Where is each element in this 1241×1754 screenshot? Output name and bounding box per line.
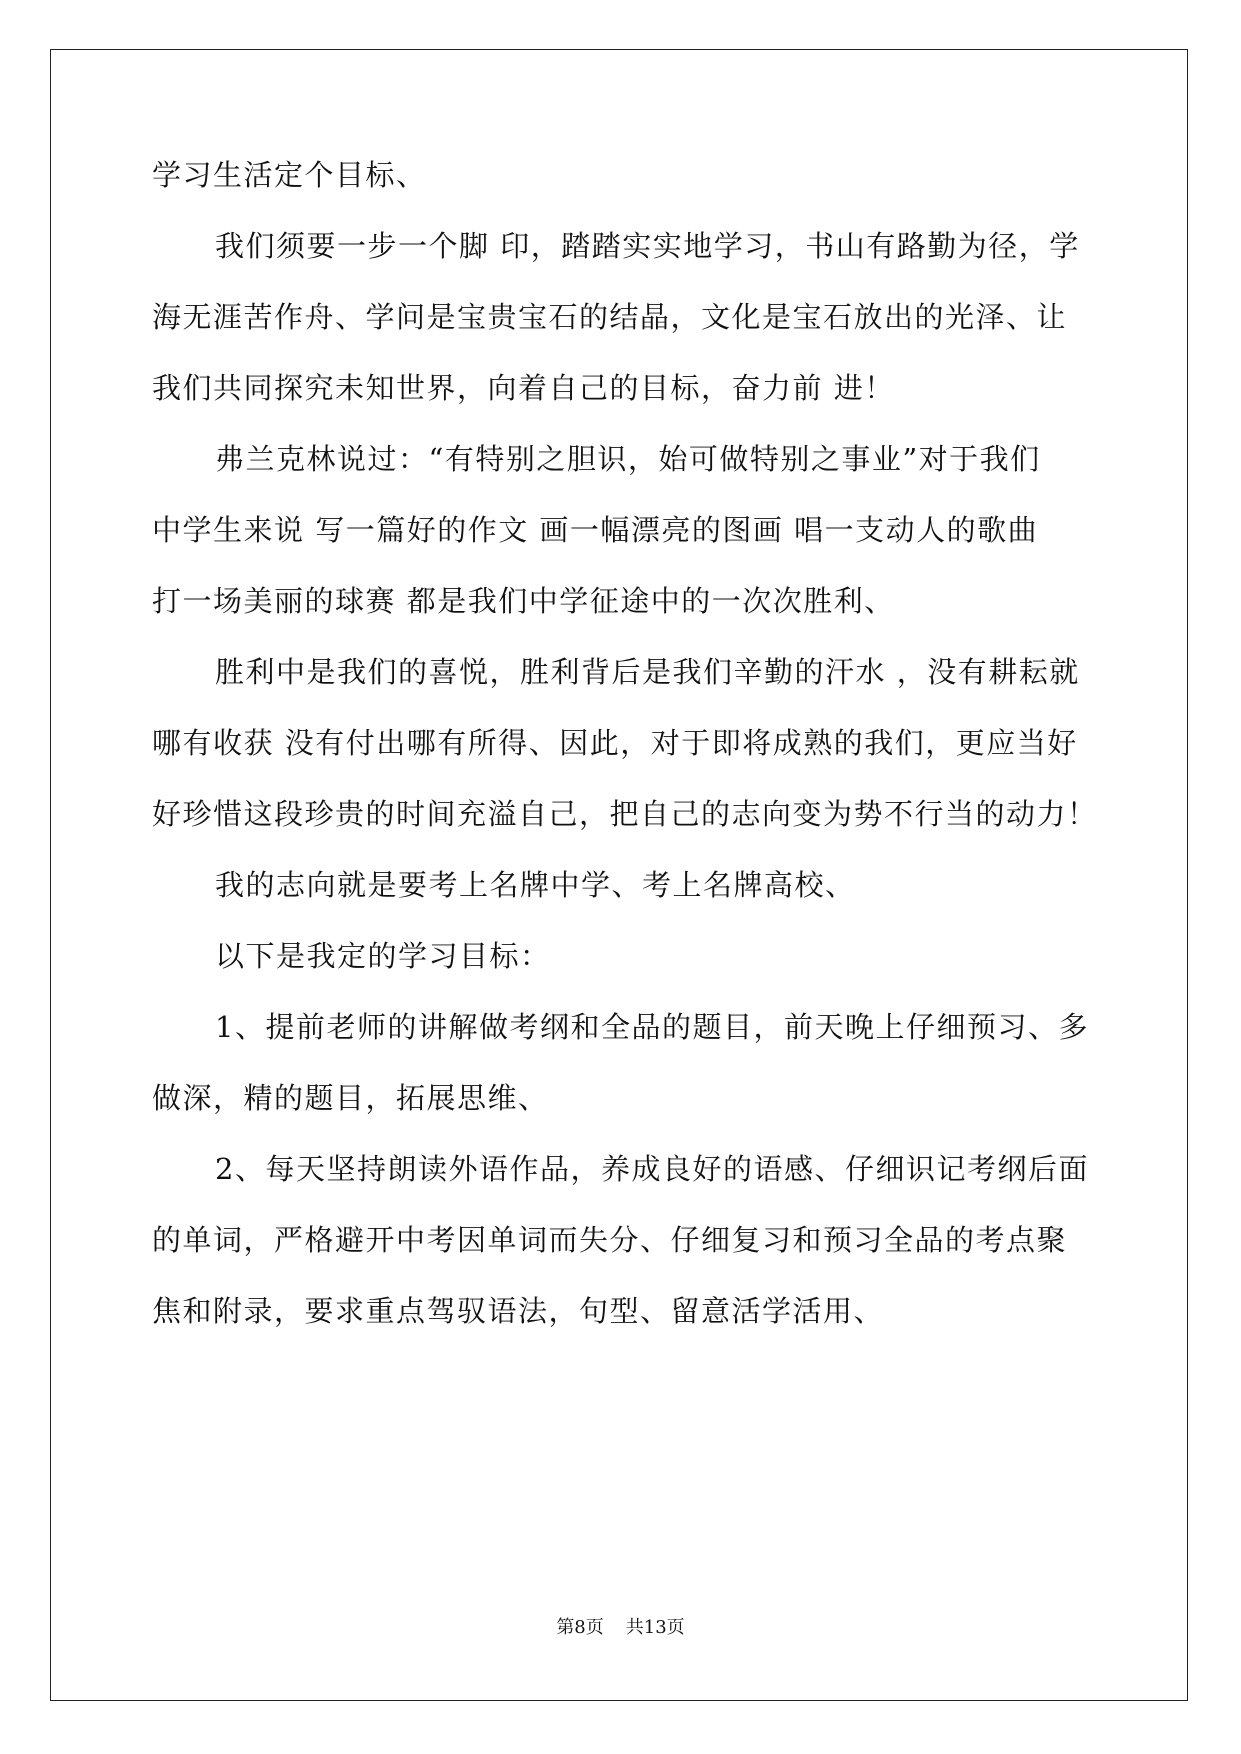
paragraph-line: 好珍惜这段珍贵的时间充溢自己，把自己的志向变为势不行当的动力！: [152, 797, 1098, 831]
paragraph-line: 以下是我定的学习目标：: [215, 939, 551, 973]
paragraph-line: 的单词，严格避开中考因单词而失分、仔细复习和预习全品的考点聚: [152, 1223, 1068, 1257]
paragraph-line: 弗兰克林说过：“有特别之胆识，始可做特别之事业”对于我们: [215, 442, 1041, 476]
page-total: 共13页: [625, 1617, 685, 1638]
paragraph-line: 胜利中是我们的喜悦，胜利背后是我们辛勤的汗水 ，没有耕耘就: [215, 655, 1080, 689]
paragraph-line: 我的志向就是要考上名牌中学、考上名牌高校、: [215, 868, 856, 902]
paragraph-line: 我们共同探究未知世界，向着自己的目标，奋力前 进！: [152, 371, 895, 405]
paragraph-line: 中学生来说 写一篇好的作文 画一幅漂亮的图画 唱一支动人的歌曲: [152, 513, 1039, 547]
paragraph-line: 海无涯苦作舟、学问是宝贵宝石的结晶，文化是宝石放出的光泽、让: [152, 300, 1068, 334]
page-footer: [0, 1616, 1241, 1640]
paragraph-line: 做深，精的题目，拓展思维、: [152, 1081, 549, 1115]
paragraph-line: 2、每天坚持朗读外语作品，养成良好的语感、仔细识记考纲后面: [215, 1152, 1089, 1186]
paragraph-line: 焦和附录，要求重点驾驭语法，句型、留意活学活用、: [152, 1294, 885, 1328]
page-number: 第8页: [556, 1617, 604, 1638]
paragraph-line: 1、提前老师的讲解做考纲和全品的题目，前天晚上仔细预习、多: [215, 1010, 1089, 1044]
paragraph-line: 打一场美丽的球赛 都是我们中学征途中的一次次胜利、: [152, 584, 895, 618]
paragraph-line: 我们须要一步一个脚 印，踏踏实实地学习，书山有路勤为径，学: [215, 229, 1080, 263]
paragraph-line: 学习生活定个目标、: [152, 158, 427, 192]
paragraph-line: 哪有收获 没有付出哪有所得、因此，对于即将成熟的我们，更应当好: [152, 726, 1078, 760]
